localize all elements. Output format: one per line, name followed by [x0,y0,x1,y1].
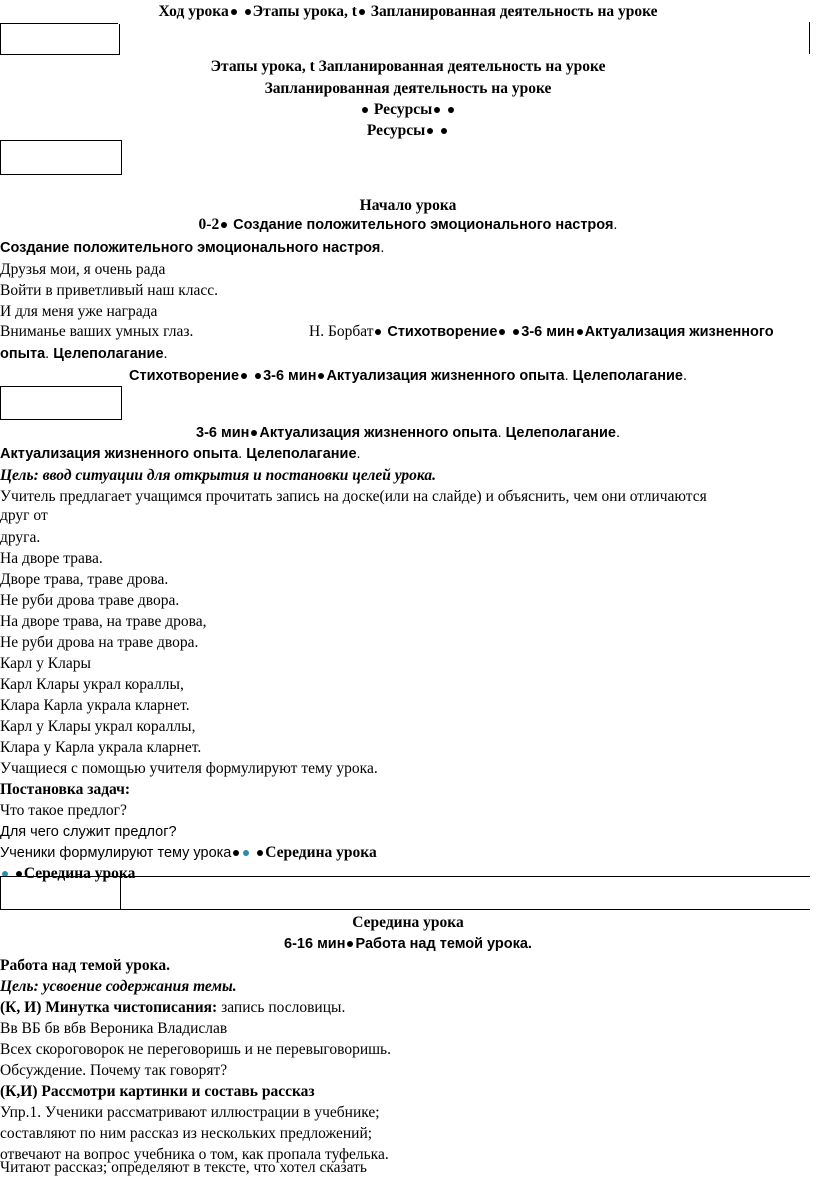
bullet-icon [243,850,249,856]
title-stages: Этапы урока, t [252,3,357,20]
text-line-5: Не руби дрова на траве двора. [0,634,199,651]
header-repeat-1 [0,57,816,77]
bullet-icon [499,329,505,335]
empty-cell [0,24,120,55]
header-repeat-2: Запланированная деятельность на уроке [264,80,552,97]
text-line-2: Дворе трава, траве дрова. [0,571,169,588]
students-line: Ученики формулируют тему урока Середина урока [0,844,377,861]
text-line-8: Клара Карла украла кларнет. [0,697,190,714]
middle-line-4: Упр.1. Ученики рассматривают иллюстрации в учебнике; [0,1104,380,1121]
middle-line-3: Обсуждение. Почему так говорят? [0,1062,228,1079]
poem-line-4: Вниманье ваших умных глаз. [0,323,194,340]
bullet-icon [221,222,227,228]
bullet-icon [359,9,365,15]
stage-middle-time: 6-16 мин Работа над темой урока. [284,936,532,952]
stage-start-time: 0-2 Создание положительного эмоционального настроя. [198,216,618,233]
page-title [0,2,816,22]
middle-goal: Цель: усвоение содержания темы. [0,978,237,995]
bullet-icon [255,373,261,379]
mood-line: Создание положительного эмоционального настроя. [0,240,385,256]
bullet-icon [245,9,251,15]
text-line-7: Карл Клары украл кораллы, [0,676,184,693]
actual-time-line: 3-6 мин Актуализация жизненного опыта. Целеполагание. [196,425,620,441]
empty-cell [0,386,122,420]
poem-line-3: И для меня уже награда [0,303,158,320]
text-line-6: Карл у Клары [0,655,91,672]
middle-line-6: отвечают на вопрос учебника о том, как пропала туфелька. [0,1146,389,1163]
middle-line: Середина урока [0,864,135,884]
bullet-icon [231,9,237,15]
bullet-icon [347,941,353,947]
actual-goal: Цель: ввод ситуации для открытия и постановки целей урока. [0,467,437,484]
text-line-10: Клара у Карла украла кларнет. [0,739,202,756]
poem-line-2: Войти в приветливый наш класс. [0,282,219,299]
question-2: Для чего служит предлог? [0,824,177,840]
repeat-line: Стихотворение 3-6 мин Актуализация жизненного опыта. Целеполагание. [129,368,687,384]
bullet-icon [241,373,247,379]
table-border [120,876,121,909]
text-line-3: Не руби дрова траве двора. [0,592,180,609]
empty-cell [0,140,122,175]
poem-author-line: Н. Борбат Стихотворение 3-6 мин Актуализация жизненного [309,323,774,340]
text-line-1: На дворе трава. [0,550,103,567]
table-border [0,876,810,877]
middle-line-5: составляют по ним рассказ из нескольких предложений; [0,1125,373,1142]
middle-line-1: Вв ВБ бв вбв Вероника Владислав [0,1020,228,1037]
bullet-icon [318,373,324,379]
text-line-9: Карл у Клары украл кораллы, [0,718,196,735]
actual-instruction: Учитель предлагает учащимся прочитать запись на доске(или на слайде) и объяснить, чем они отличаются [0,488,707,505]
bullet-icon [577,329,583,335]
table-border [0,876,1,909]
middle-line-7: Читают рассказ; определяют в тексте, что хотел сказать [0,1159,367,1176]
stage-middle-title: Середина урока [352,914,464,931]
title-planned: Запланированная деятельность на уроке [370,3,658,20]
actual-instruction-cont: друг от [0,507,48,524]
actual-instruction-end: друга. [0,529,41,546]
bullet-icon [257,850,263,856]
question-1: Что такое предлог? [0,802,127,819]
bullet-icon [375,329,381,335]
bullet-icon [434,107,440,113]
resources-2: Ресурсы [0,121,816,141]
middle-line-2: Всех скороговорок не переговоришь и не перевыговоришь. [0,1041,391,1058]
tasks-title: Постановка задач: [0,781,131,798]
bullet-icon [513,329,519,335]
bullet-icon [427,128,433,134]
table-border [0,909,810,910]
bullet-icon [251,430,257,436]
bullet-icon [448,107,454,113]
work-title: Работа над темой урока. [0,957,170,974]
text-line-11: Учащиеся с помощью учителя формулируют тему урока. [0,760,378,777]
actualization-cont: опыта. Целеполагание. [0,346,168,362]
bullet-icon [233,850,239,856]
poem-line-1: Друзья мои, я очень рада [0,261,166,278]
minute-line: (К, И) Минутка чистописания: запись пословицы. [0,999,346,1016]
bullet-icon [441,128,447,134]
actual-title-line: Актуализация жизненного опыта. Целеполагание. [0,446,361,462]
table-border [809,22,810,54]
bullet-icon [362,107,368,113]
header-repeat-1-text: Этапы урока, t Запланированная деятельность на уроке [210,58,606,75]
stage-start-title: Начало урока [359,197,457,214]
pictures-title: (К,И) Рассмотри картинки и составь рассказ [0,1083,315,1100]
title-hod: Ход урока [158,3,229,20]
resources-1: Ресурсы [0,100,816,120]
text-line-4: На дворе трава, на траве дрова, [0,613,207,630]
